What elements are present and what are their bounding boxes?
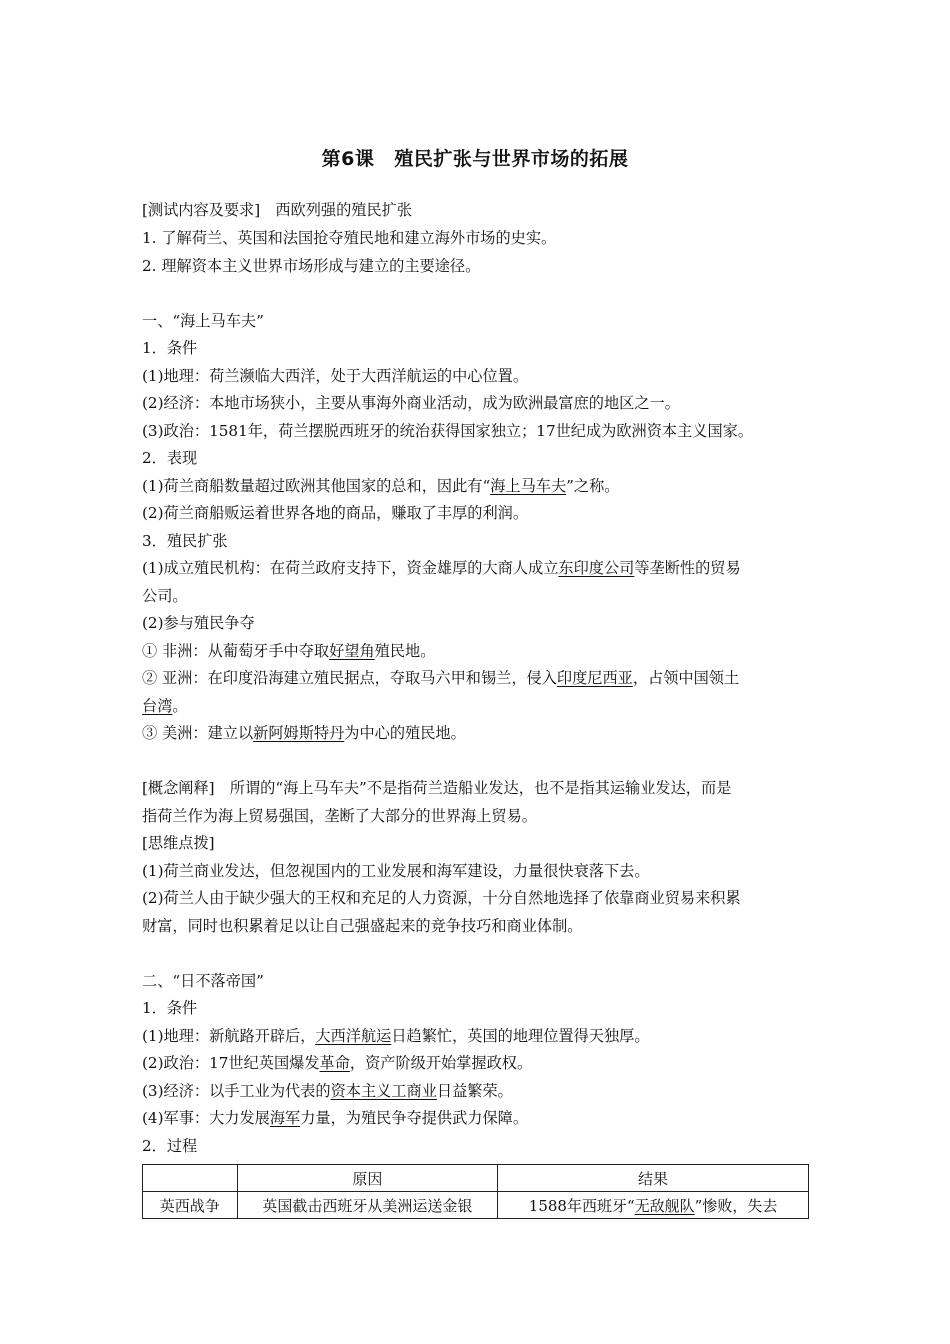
underlined-term: 东印度公司: [558, 559, 635, 577]
process-table: [142, 1164, 809, 1219]
requirement-item: 1. 了解荷兰、英国和法国抢夺殖民地和建立海外市场的史实。: [142, 229, 557, 247]
paragraph-line: [142, 1026, 818, 1046]
text-span: (3)经济：以手工业为代表的: [142, 1082, 331, 1100]
text-span: ”之称。: [566, 477, 620, 495]
section-heading: 一、“海上马车夫”: [142, 312, 264, 330]
text-span: ② 亚洲：在印度沿海建立殖民据点，夺取马六甲和锡兰，侵入: [142, 669, 557, 687]
text-span: 日趋繁忙，英国的地理位置得天独厚。: [391, 1027, 650, 1045]
section-heading: 二、“日不落帝国”: [142, 972, 264, 990]
underlined-term: 大西洋航运: [315, 1027, 392, 1045]
paragraph-line: [142, 696, 818, 716]
concept-line: 指荷兰作为海上贸易强国，垄断了大部分的世界海上贸易。: [142, 807, 537, 825]
text-span: (1)荷兰商船数量超过欧洲其他国家的总和，因此有“: [142, 477, 491, 495]
underlined-term: 海军: [269, 1109, 301, 1127]
subheading: 1．条件: [142, 339, 198, 357]
text-span: 1588年西班牙“: [528, 1196, 635, 1215]
concept-line: [概念阐释] 所谓的“海上马车夫”不是指荷兰造船业发达，也不是指其运输业发达，而是: [142, 779, 732, 797]
underlined-term: 好望角: [329, 642, 375, 660]
table-header-cell: [143, 1165, 238, 1192]
underlined-term: 资本主义工商业: [330, 1082, 437, 1100]
text-span: (4)军事：大力发展: [142, 1109, 270, 1127]
subheading: 2．过程: [142, 1137, 198, 1155]
requirements-line: [142, 200, 818, 220]
table-cell-cause: 英国截击西班牙从美洲运送金银: [237, 1192, 498, 1219]
paragraph-line: [142, 723, 818, 743]
paragraph-line: [142, 668, 818, 688]
underlined-term: 无敌舰队: [634, 1196, 695, 1215]
paragraph-line: (2)参与殖民争夺: [142, 614, 255, 632]
paragraph-line: [142, 1081, 818, 1101]
text-span: (2)政治：17世纪英国爆发: [142, 1054, 320, 1072]
paragraph-line: [142, 476, 818, 496]
text-span: ”惨败，失去: [694, 1196, 778, 1215]
text-span: 力量，为殖民争夺提供武力保障。: [300, 1109, 529, 1127]
paragraph-line: (3)政治：1581年，荷兰摆脱西班牙的统治获得国家独立；17世纪成为欧洲资本主义国家。: [142, 422, 754, 440]
subheading: 1．条件: [142, 999, 198, 1017]
paragraph-line: 公司。: [142, 587, 188, 605]
requirements-topic: 西欧列强的殖民扩张: [275, 201, 413, 219]
subheading: 3．殖民扩张: [142, 532, 228, 550]
paragraph-line: (2)经济：本地市场狭小，主要从事海外商业活动，成为欧洲最富庶的地区之一。: [142, 394, 680, 412]
text-span: (1)成立殖民机构：在荷兰政府支持下，资金雄厚的大商人成立: [142, 559, 559, 577]
subheading: 2．表现: [142, 449, 198, 467]
underlined-term: 海上马车夫: [490, 477, 567, 495]
text-span: 。: [172, 697, 188, 715]
table-cell-war: 英西战争: [143, 1192, 238, 1219]
paragraph-line: [142, 558, 818, 578]
underlined-term: 新阿姆斯特丹: [253, 724, 345, 742]
text-span: (1)地理：新航路开辟后，: [142, 1027, 316, 1045]
lesson-name: 殖民扩张与世界市场的拓展: [394, 148, 629, 170]
paragraph-line: (1)荷兰商业发达，但忽视国内的工业发展和海军建设，力量很快衰落下去。: [142, 862, 650, 880]
paragraph-line: (2)荷兰商船贩运着世界各地的商品，赚取了丰厚的利润。: [142, 504, 529, 522]
paragraph-line: (1)地理：荷兰濒临大西洋，处于大西洋航运的中心位置。: [142, 367, 529, 385]
text-span: ，资产阶级开始掌握政权。: [349, 1054, 533, 1072]
underlined-term: 印度尼西亚: [556, 669, 633, 687]
lesson-number: 第6课: [321, 148, 375, 170]
paragraph-line: 财富，同时也积累着足以让自己强盛起来的竞争技巧和商业体制。: [142, 917, 583, 935]
paragraph-line: [142, 1053, 818, 1073]
page-title: [0, 144, 950, 171]
text-span: 日益繁荣。: [436, 1082, 513, 1100]
table-header-cell: 结果: [498, 1165, 809, 1192]
text-span: 等垄断性的贸易: [634, 559, 741, 577]
paragraph-line: (2)荷兰人由于缺少强大的王权和充足的人力资源，十分自然地选择了依靠商业贸易来积累: [142, 889, 741, 907]
table-header-cell: 原因: [237, 1165, 498, 1192]
text-span: 殖民地。: [374, 642, 436, 660]
table-cell-result: [498, 1192, 809, 1219]
requirements-label: [测试内容及要求]: [142, 201, 261, 219]
text-span: 为中心的殖民地。: [344, 724, 466, 742]
table-row: [143, 1192, 809, 1219]
requirement-item: 2. 理解资本主义世界市场形成与建立的主要途径。: [142, 257, 481, 275]
text-span: ③ 美洲：建立以: [142, 724, 254, 742]
paragraph-line: [142, 641, 818, 661]
underlined-term: 台湾: [142, 697, 173, 715]
text-span: ① 非洲：从葡萄牙手中夺取: [142, 642, 330, 660]
text-span: ，占领中国领土: [632, 669, 740, 687]
underlined-term: 革命: [319, 1054, 350, 1072]
thinking-label: [思维点拨]: [142, 834, 215, 852]
paragraph-line: [142, 1108, 818, 1128]
table-header-row: [143, 1165, 809, 1192]
